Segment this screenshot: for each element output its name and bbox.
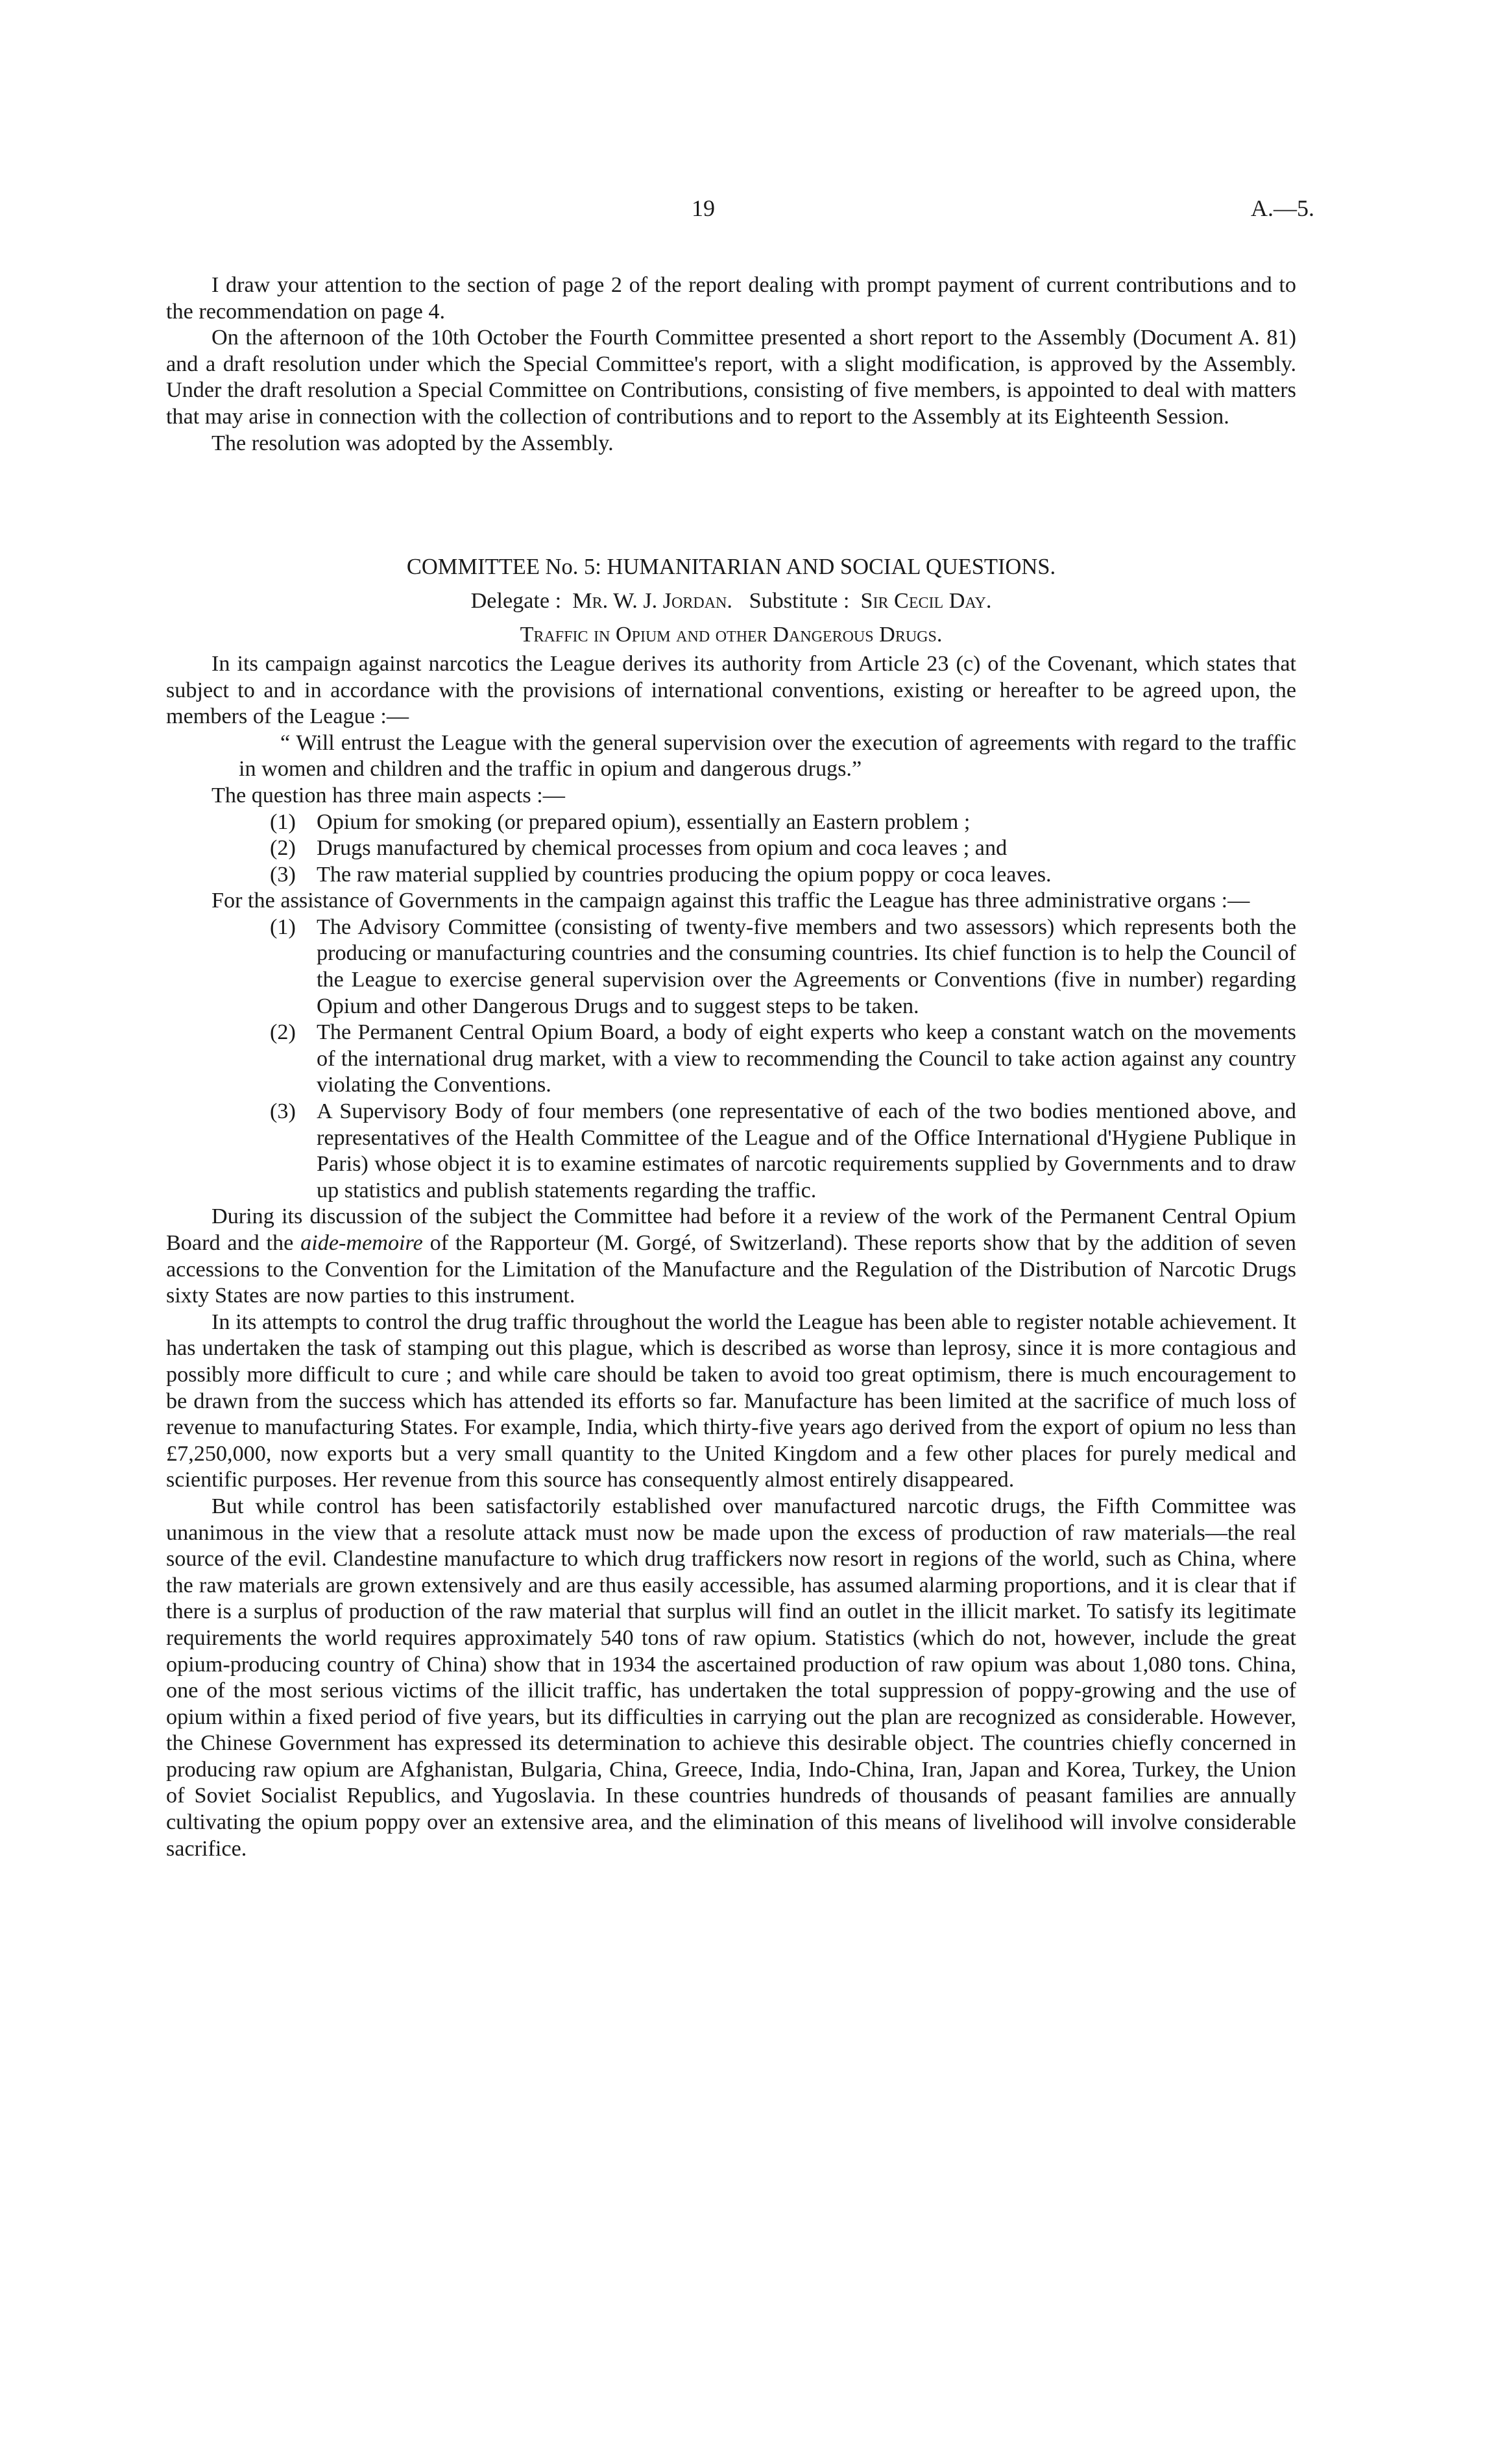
document-reference: A.—5. bbox=[1251, 195, 1314, 221]
body-paragraph: But while control has been satisfactorily established over manufactured narcotic drugs, the Fifth Committee was unanimous in the view that a resolute attack must now be made upon the excess of production of raw materials—the real source of the evil. Clandestine manufacture to which drug traffickers now resort in regions of the world, such as China, where the raw materials are grown extensively and are thus easily accessible, has assumed alarming proportions, and it is clear that if there is a surplus of production of the raw material that surplus will find an outlet in the illicit market. To satisfy its legitimate requirements the world requires approximately 540 tons of raw opium. Statistics (which do not, however, include the great opium-producing country of China) show that in 1934 the ascertained production of raw opium was about 1,080 tons. China, one of the most serious victims of the illicit traffic, has undertaken the total suppression of poppy-growing and the use of opium within a fixed period of five years, but its difficulties in carrying out the plan are recognized as considerable. However, the Chinese Government has expressed its determination to achieve this desirable object. The countries chiefly concerned in producing raw opium are Afghanistan, Bulgaria, China, Greece, India, Indo-China, Iran, Japan and Korea, Turkey, the Union of Soviet Socialist Republics, and Yugoslavia. In these countries hundreds of thousands of peasant families are annually cultivating the opium poppy over an extensive area, and the elimination of this means of livelihood will involve considerable sacrifice. bbox=[166, 1494, 1296, 1861]
list-item-number: (3) bbox=[270, 862, 296, 887]
page-number: 19 bbox=[692, 195, 715, 221]
substitute-label: Substitute : bbox=[749, 588, 850, 613]
discussion-text-b: of the Rapporteur (M. Gorgé, of Switzerland). These reports show that by the addition of seven accessions to the Convention for the Limitation of the Manufacture and the Regulation of the Distribution of Narcotic Drugs sixty States are now parties to this instrument. bbox=[166, 1231, 1297, 1308]
substitute-name: Sir Cecil Day. bbox=[860, 588, 992, 613]
delegate-line bbox=[166, 588, 1296, 615]
list-item-text: Opium for smoking (or prepared opium), essentially an Eastern problem ; bbox=[317, 809, 971, 834]
list-item-number: (1) bbox=[270, 915, 296, 939]
list-item-number: (2) bbox=[270, 836, 296, 861]
list-item-text: The Advisory Committee (consisting of twenty-five members and two assessors) which represents both the producing or manufacturing countries and the consuming countries. Its chief function is to help the Council of the League to exercise general supervision over the Agreements or Conventions (five in number) regarding Opium and other Dangerous Drugs and to suggest steps to be taken. bbox=[317, 915, 1296, 1018]
organs-intro: For the assistance of Governments in the campaign against this traffic the League has three administrative organs :— bbox=[211, 889, 1250, 913]
list-item-text: A Supervisory Body of four members (one representative of each of the two bodies mentioned above, and representatives of the Health Committee of the League and of the Office International d'Hygiene Publique in Paris) whose object it is to examine estimates of narcotic requirements supplied by Governments and to draw up statistics and publish statements regarding the traffic. bbox=[317, 1099, 1296, 1202]
delegate-label: Delegate : bbox=[470, 588, 562, 613]
list-item bbox=[166, 835, 1296, 862]
page-content bbox=[166, 272, 1296, 1862]
aspects-intro: The question has three main aspects :— bbox=[211, 783, 565, 807]
list-item-number: (2) bbox=[270, 1020, 296, 1045]
list-item bbox=[166, 1099, 1296, 1204]
list-item bbox=[166, 809, 1296, 836]
list-item bbox=[166, 1020, 1296, 1099]
body-paragraph: In its attempts to control the drug traffic throughout the world the League has been able to register notable achievement. It has undertaken the task of stamping out this plague, which is described as worse than leprosy, since it is more contagious and possibly more difficult to cure ; and while care should be taken to avoid too great optimism, there is much encouragement to be drawn from the success which has attended its efforts so far. Manufacture has been limited at the sacrifice of much loss of revenue to manufacturing States. For example, India, which thirty-five years ago derived from the export of opium no less than £7,250,000, now exports but a very small quantity to the United Kingdom and a few other places for purely medical and scientific purposes. Her revenue from this source has consequently almost entirely disappeared. bbox=[166, 1310, 1296, 1492]
list-item-text: Drugs manufactured by chemical processes from opium and coca leaves ; and bbox=[317, 836, 1008, 861]
delegate-name: Mr. W. J. Jordan. bbox=[572, 588, 732, 613]
list-item-text: The Permanent Central Opium Board, a body of eight experts who keep a constant watch on the movements of the international drug market, with a view to recommending the Council to take action against any country violating the Conventions. bbox=[317, 1020, 1296, 1097]
covenant-quote: “ Will entrust the League with the general supervision over the execution of agreements with regard to the traffic in women and children and the traffic in opium and dangerous drugs.” bbox=[239, 730, 1296, 782]
list-item-text: The raw material supplied by countries producing the opium poppy or coca leaves. bbox=[317, 862, 1052, 887]
organs-list bbox=[166, 915, 1296, 1204]
topic-heading: Traffic in Opium and other Dangerous Drugs. bbox=[520, 623, 943, 647]
body-paragraph: In its campaign against narcotics the League derives its authority from Article 23 (c) of the Covenant, which states that subject to and in accordance with the provisions of international conventions, existing or hereafter to be agreed upon, the members of the League :— bbox=[166, 651, 1296, 729]
page-header bbox=[0, 195, 1509, 233]
list-item-number: (1) bbox=[270, 809, 296, 834]
aspects-list bbox=[166, 809, 1296, 889]
list-item bbox=[166, 915, 1296, 1020]
body-paragraph bbox=[166, 1204, 1296, 1309]
intro-paragraph: I draw your attention to the section of page 2 of the report dealing with prompt payment of current contributions and to the recommendation on page 4. bbox=[166, 273, 1296, 324]
discussion-text-a: During its discussion of the subject the Committee had before it a review of the work of the Permanent Central Opium Board and the bbox=[166, 1204, 1296, 1255]
aide-memoire-term: aide-memoire bbox=[300, 1231, 423, 1255]
list-item bbox=[166, 862, 1296, 889]
intro-paragraph: On the afternoon of the 10th October the Fourth Committee presented a short report to the Assembly (Document A. 81) and a draft resolution under which the Special Committee's report, with a slight modification, is approved by the Assembly. Under the draft resolution a Special Committee on Contributions, consisting of five members, is appointed to deal with matters that may arise in connection with the collection of contributions and to report to the Assembly at its Eighteenth Session. bbox=[166, 326, 1296, 429]
list-item-number: (3) bbox=[270, 1099, 296, 1124]
intro-paragraph: The resolution was adopted by the Assembly. bbox=[211, 431, 614, 455]
committee-heading: COMMITTEE No. 5: HUMANITARIAN AND SOCIAL QUESTIONS. bbox=[406, 555, 1056, 580]
